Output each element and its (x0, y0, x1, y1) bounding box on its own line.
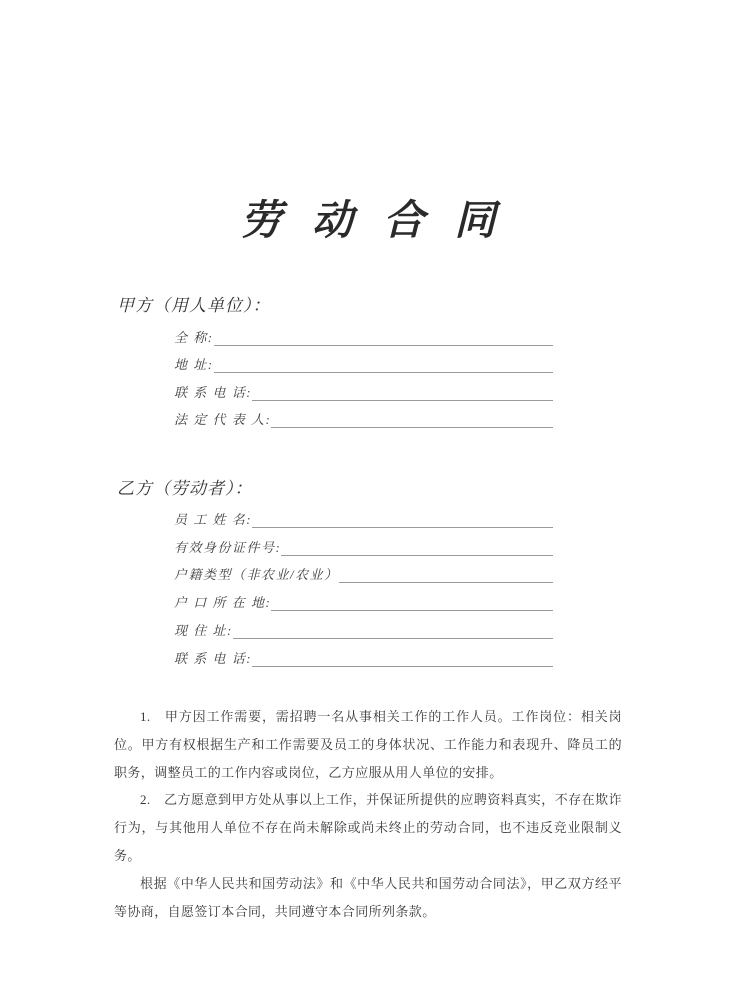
party-b-heading: 乙方（劳动者）： (117, 479, 253, 498)
field-input-line[interactable] (271, 607, 553, 611)
field-input-line[interactable] (281, 552, 553, 556)
field-input-line[interactable] (339, 579, 553, 583)
field-input-line[interactable] (214, 342, 553, 346)
field-label: 员 工 姓 名: (174, 511, 253, 527)
party-a-heading: 甲方（用人单位）： (117, 296, 271, 315)
field-label: 法 定 代 表 人: (174, 412, 272, 427)
field-row-current-address (174, 611, 553, 639)
field-label: 地 址: (174, 357, 214, 372)
clauses-section (114, 703, 622, 925)
field-label: 有效身份证件号: (174, 539, 282, 555)
field-input-line[interactable] (233, 635, 553, 639)
field-label: 联 系 电 话: (174, 384, 253, 400)
field-row-legal-representative (174, 401, 553, 429)
field-input-line[interactable] (271, 424, 553, 428)
document-title: 劳 动 合 同 (240, 197, 506, 243)
field-row-company-name (174, 318, 553, 346)
field-label: 户籍类型（非农业/农业） (174, 567, 339, 583)
party-a-section (117, 295, 620, 428)
field-row-household-location (174, 583, 553, 611)
field-label: 现 住 址: (174, 622, 233, 638)
field-label: 联 系 电 话: (174, 650, 253, 666)
field-row-employee-name (174, 500, 553, 528)
field-row-address (174, 346, 553, 374)
field-input-line[interactable] (252, 524, 553, 528)
field-input-line[interactable] (214, 369, 553, 373)
field-label: 户 口 所 在 地: (174, 595, 272, 611)
clause-paragraph-3: 根据《中华人民共和国劳动法》和《中华人民共和国劳动合同法》，甲乙双方经平等协商，自愿签订本合同，共同遵守本合同所列条款。 (114, 875, 622, 919)
party-b-fields (117, 500, 620, 667)
party-b-section (117, 478, 620, 667)
clause-paragraph-1: 1. 甲方因工作需要，需招聘一名从事相关工作的工作人员。工作岗位：相关岗位。甲方有权根据生产和工作需要及员工的身体状况、工作能力和表现升、降员工的职务，调整员工的工作内容或岗位，乙方应服从用人单位的安排。 (114, 709, 622, 780)
field-row-household-type (174, 556, 553, 584)
field-row-contact-phone (174, 639, 553, 667)
field-label: 全 称: (174, 329, 214, 345)
field-row-id-number (174, 528, 553, 556)
field-input-line[interactable] (252, 663, 553, 667)
party-a-fields (117, 318, 620, 428)
clause-paragraph-2: 2. 乙方愿意到甲方处从事以上工作，并保证所提供的应聘资料真实，不存在欺诈行为，与其他用人单位不存在尚未解除或尚未终止的劳动合同，也不违反竞业限制义务。 (114, 792, 622, 863)
field-input-line[interactable] (252, 397, 553, 401)
field-row-phone (174, 373, 553, 401)
